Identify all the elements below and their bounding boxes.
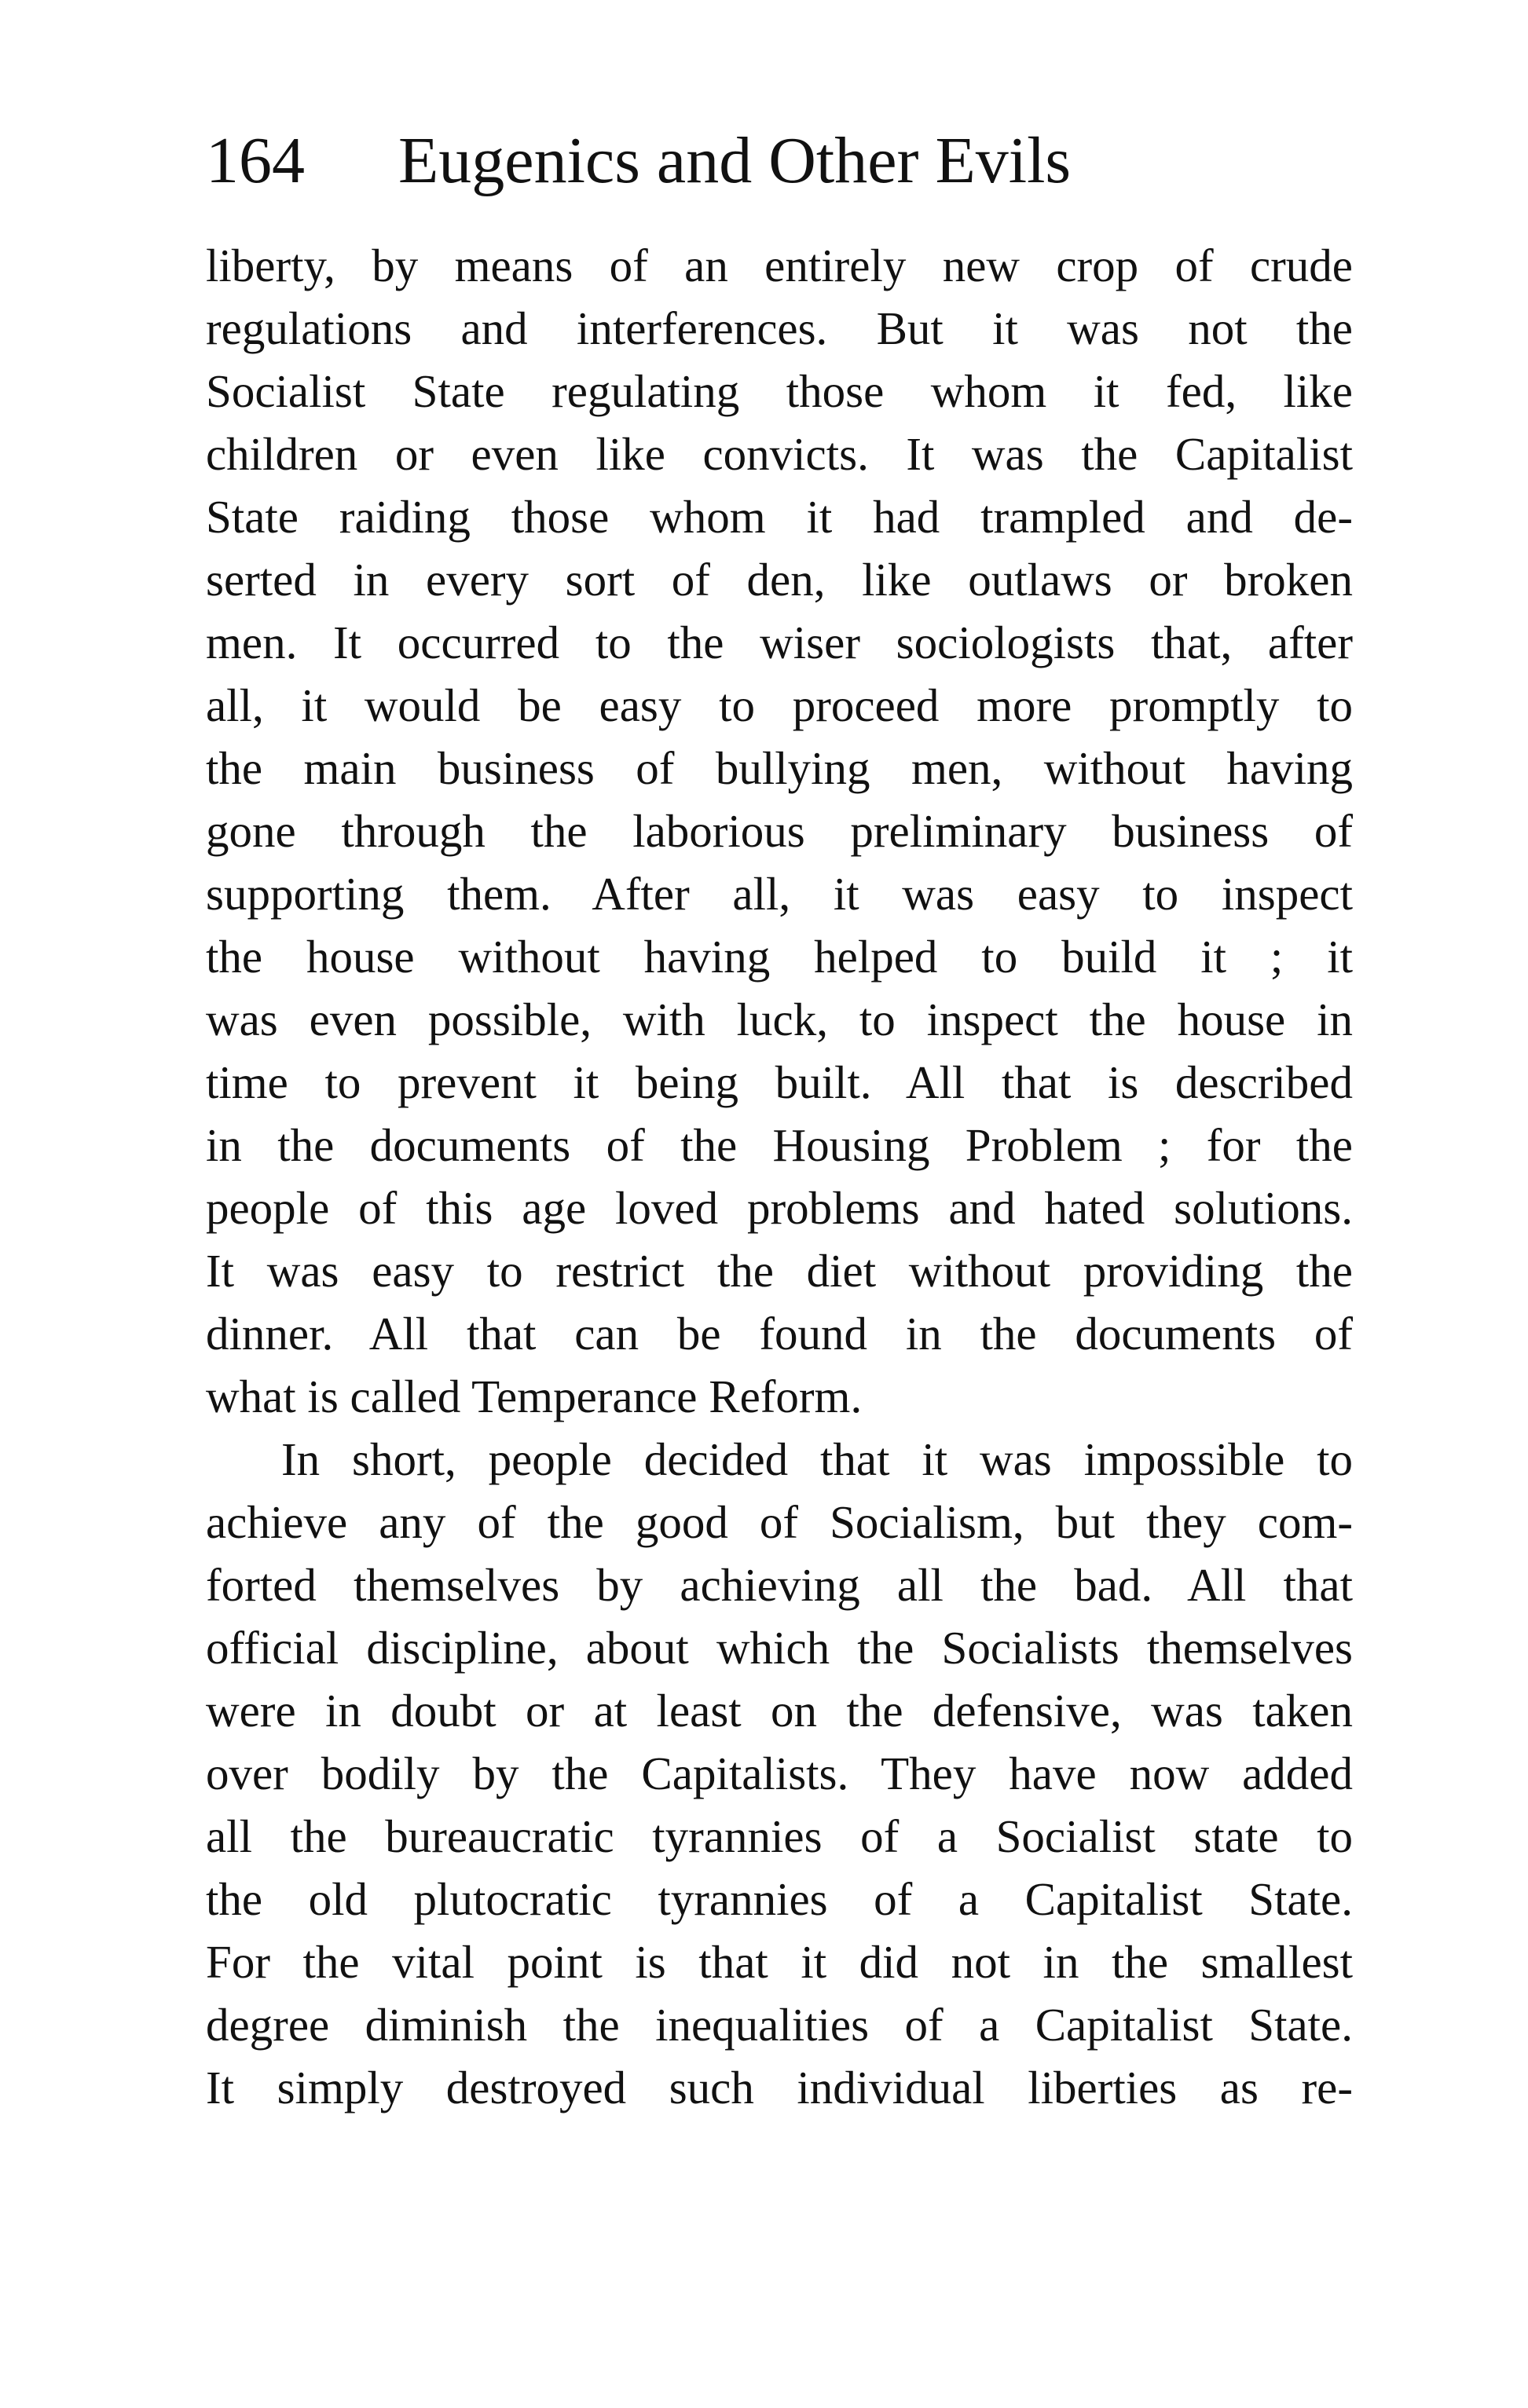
text-line: supporting them. After all, it was easy to inspect <box>206 868 1353 920</box>
text-line: all, it would be easy to proceed more promptly to <box>206 679 1353 731</box>
text-line: achieve any of the good of Socialism, but they com- <box>206 1496 1353 1548</box>
text-line: regulations and interferences. But it was not the <box>206 302 1353 354</box>
text-line: gone through the laborious preliminary business of <box>206 805 1353 857</box>
text-line: For the vital point is that it did not in the smallest <box>206 1936 1353 1988</box>
text-line: the main business of bullying men, without having <box>206 742 1353 794</box>
text-line: in the documents of the Housing Problem ; for the <box>206 1119 1353 1171</box>
paragraph-end-line: what is called Temperance Reform. <box>206 1371 863 1422</box>
text-line: the house without having helped to build it ; it <box>206 931 1353 983</box>
text-line: people of this age loved problems and hated solutions. <box>206 1182 1353 1234</box>
text-line: was even possible, with luck, to inspect the house in <box>206 994 1353 1045</box>
text-line: degree diminish the inequalities of a Capitalist State. <box>206 1999 1353 2051</box>
paragraph-start-line: In short, people decided that it was impossible to <box>281 1433 1353 1485</box>
text-line: children or even like convicts. It was the Capitalist <box>206 428 1353 480</box>
body-text <box>206 234 1353 2119</box>
page-number: 164 <box>206 124 305 197</box>
book-title: Eugenics and Other Evils <box>398 124 1072 197</box>
text-line: dinner. All that can be found in the documents of <box>206 1308 1353 1360</box>
running-head <box>206 118 1384 204</box>
text-line: over bodily by the Capitalists. They have now added <box>206 1747 1353 1799</box>
text-line: official discipline, about which the Socialists themselves <box>206 1622 1353 1674</box>
text-line: Socialist State regulating those whom it fed, like <box>206 365 1353 417</box>
text-line: State raiding those whom it had trampled and de- <box>206 491 1353 543</box>
text-line: were in doubt or at least on the defensive, was taken <box>206 1685 1353 1736</box>
text-line: serted in every sort of den, like outlaws or broken <box>206 554 1353 606</box>
text-line: all the bureaucratic tyrannies of a Socialist state to <box>206 1810 1353 1862</box>
text-line: men. It occurred to the wiser sociologists that, after <box>206 617 1353 668</box>
text-line: liberty, by means of an entirely new crop of crude <box>206 240 1353 291</box>
text-line: It was easy to restrict the diet without providing the <box>206 1245 1353 1297</box>
text-line: the old plutocratic tyrannies of a Capitalist State. <box>206 1873 1353 1925</box>
text-line: time to prevent it being built. All that is described <box>206 1056 1353 1108</box>
text-line: forted themselves by achieving all the bad. All that <box>206 1559 1353 1611</box>
text-line: It simply destroyed such individual liberties as re- <box>206 2062 1353 2113</box>
